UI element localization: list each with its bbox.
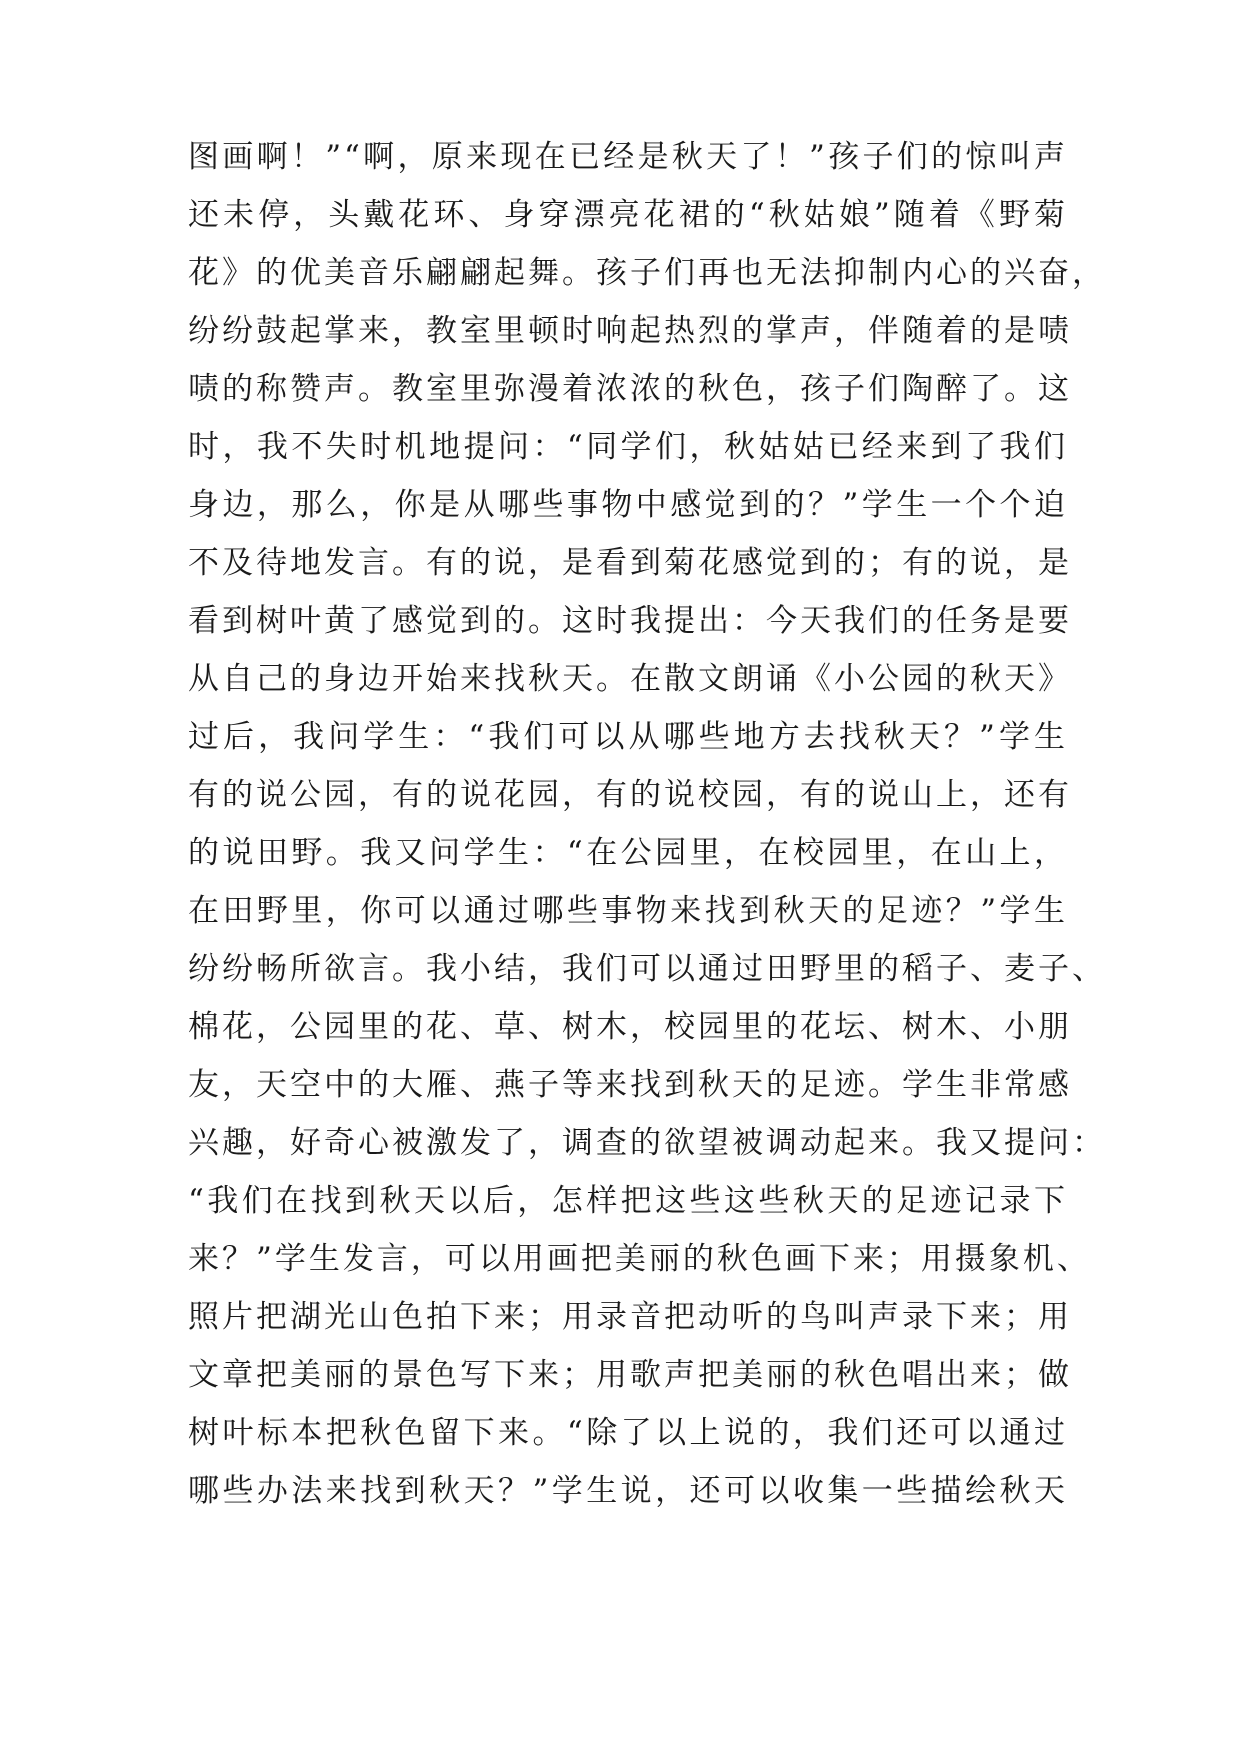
text-line: 纷纷鼓起掌来，教室里顿时响起热烈的掌声，伴随着的是啧 bbox=[188, 313, 1072, 349]
text-line: 过后，我问学生：“我们可以从哪些地方去找秋天？”学生 bbox=[188, 719, 1068, 755]
text-line: 棉花，公园里的花、草、树木，校园里的花坛、树木、小朋 bbox=[188, 1009, 1072, 1045]
body-paragraph bbox=[188, 128, 1106, 1520]
text-line: 友，天空中的大雁、燕子等来找到秋天的足迹。学生非常感 bbox=[188, 1067, 1072, 1103]
text-line: 照片把湖光山色拍下来；用录音把动听的鸟叫声录下来；用 bbox=[188, 1299, 1072, 1335]
text-line: 还未停，头戴花环、身穿漂亮花裙的“秋姑娘”随着《野菊 bbox=[188, 197, 1068, 233]
text-line: 花》的优美音乐翩翩起舞。孩子们再也无法抑制内心的兴奋， bbox=[188, 255, 1106, 291]
text-line: 有的说公园，有的说花园，有的说校园，有的说山上，还有 bbox=[188, 777, 1072, 813]
text-line: 在田野里，你可以通过哪些事物来找到秋天的足迹？”学生 bbox=[188, 893, 1068, 929]
text-line: 从自己的身边开始来找秋天。在散文朗诵《小公园的秋天》 bbox=[188, 661, 1072, 697]
text-line: 时，我不失时机地提问：“同学们，秋姑姑已经来到了我们 bbox=[188, 429, 1068, 465]
text-line: 纷纷畅所欲言。我小结，我们可以通过田野里的稻子、麦子、 bbox=[188, 951, 1106, 987]
text-line: 不及待地发言。有的说，是看到菊花感觉到的；有的说，是 bbox=[188, 545, 1072, 581]
text-line: 文章把美丽的景色写下来；用歌声把美丽的秋色唱出来；做 bbox=[188, 1357, 1072, 1393]
text-line: “我们在找到秋天以后，怎样把这些这些秋天的足迹记录下 bbox=[188, 1183, 1068, 1219]
text-line: 来？”学生发言，可以用画把美丽的秋色画下来；用摄象机、 bbox=[188, 1241, 1091, 1277]
text-line: 哪些办法来找到秋天？”学生说，还可以收集一些描绘秋天 bbox=[188, 1473, 1068, 1509]
text-line: 身边，那么，你是从哪些事物中感觉到的？”学生一个个迫 bbox=[188, 487, 1068, 523]
text-line: 看到树叶黄了感觉到的。这时我提出：今天我们的任务是要 bbox=[188, 603, 1072, 639]
text-line: 兴趣，好奇心被激发了，调查的欲望被调动起来。我又提问： bbox=[188, 1125, 1106, 1161]
text-line: 的说田野。我又问学生：“在公园里，在校园里，在山上， bbox=[188, 835, 1068, 871]
text-line: 树叶标本把秋色留下来。“除了以上说的，我们还可以通过 bbox=[188, 1415, 1068, 1451]
text-line: 图画啊！”“啊，原来现在已经是秋天了！”孩子们的惊叫声 bbox=[188, 139, 1068, 175]
text-line: 啧的称赞声。教室里弥漫着浓浓的秋色，孩子们陶醉了。这 bbox=[188, 371, 1072, 407]
